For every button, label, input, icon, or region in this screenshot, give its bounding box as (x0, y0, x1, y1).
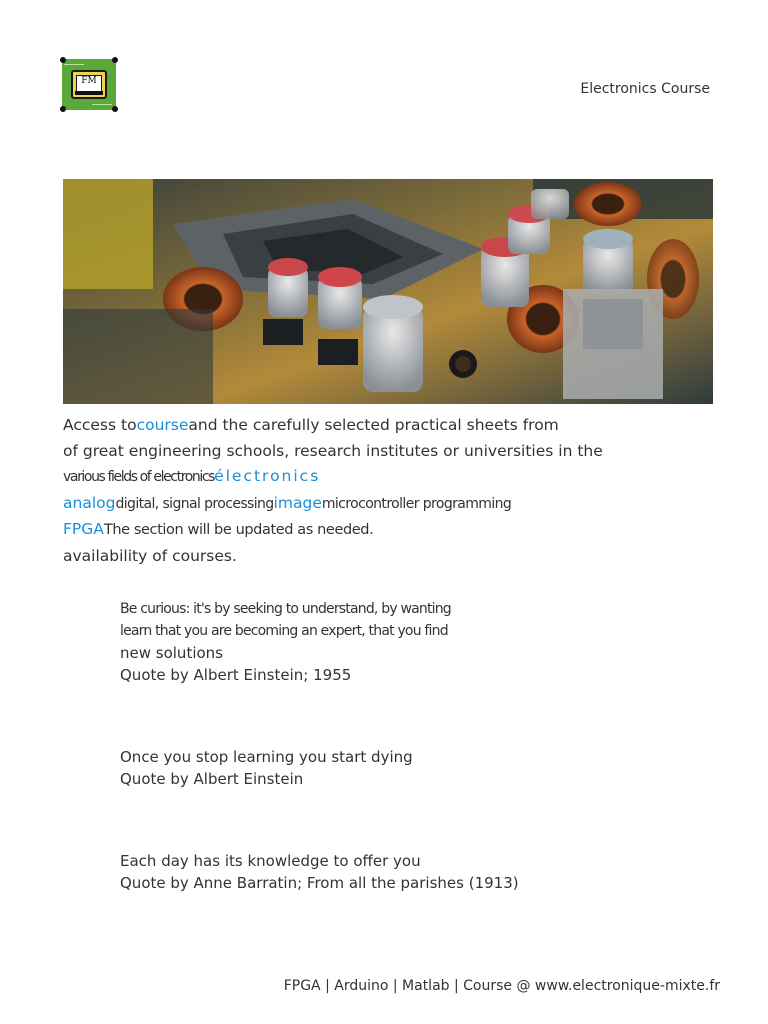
quote-author: Quote by Albert Einstein (120, 770, 304, 788)
footer-text: FPGA | Arduino | Matlab | Course @ www.electronique-mixte.fr (283, 978, 720, 994)
chip-bar (75, 91, 103, 95)
intro-line-5 (63, 517, 623, 544)
quote-text: Each day has its knowledge to offer you (120, 852, 421, 870)
access-prefix: Access to (63, 416, 137, 434)
logo-pin (112, 57, 118, 63)
site-logo[interactable] (62, 59, 116, 110)
quote-block (120, 598, 540, 686)
electronics-link[interactable]: électronics (214, 467, 321, 485)
quote-text: Once you stop learning you start dying (120, 748, 413, 766)
intro-line-1 (63, 413, 623, 439)
analog-link[interactable]: analog (63, 493, 116, 512)
intro-line-4 (63, 491, 623, 518)
logo-pin (60, 57, 66, 63)
logo-pin (112, 106, 118, 112)
quote-block (120, 746, 540, 790)
logo-text: FM (76, 75, 102, 94)
quote-text: new solutions (120, 644, 223, 662)
quote-text: learn that you are becoming an expert, that you find (120, 623, 448, 639)
circuit-board-photo-icon (63, 179, 713, 404)
chip-icon (71, 70, 107, 99)
fpga-link[interactable]: FPGA (63, 520, 104, 538)
hero-image (63, 179, 713, 404)
updated-text: The section will be updated as needed. (103, 522, 374, 538)
logo-trace (64, 64, 84, 65)
intro-line-3 (63, 464, 623, 491)
intro-line-6: availability of courses. (63, 546, 237, 565)
intro-line1-rest: and the carefully selected practical sheets from (188, 416, 559, 434)
microcontroller-text: microcontroller programming (321, 495, 512, 512)
image-link[interactable]: image (273, 493, 322, 512)
quotes-section (120, 598, 540, 954)
logo-trace (92, 104, 112, 105)
intro-line-2: of great engineering schools, research institutes or universities in the (63, 441, 603, 460)
logo-pin (60, 106, 66, 112)
digital-text: digital, signal processing (115, 495, 274, 512)
fields-text: various fields of electronics (63, 469, 215, 485)
quote-author: Quote by Albert Einstein; 1955 (120, 666, 352, 684)
quote-block (120, 850, 540, 894)
quote-author: Quote by Anne Barratin; From all the parishes (1913) (120, 874, 519, 892)
electronics-course-link[interactable]: Electronics Course (580, 81, 710, 97)
quote-text: Be curious: it's by seeking to understand, by wanting (120, 601, 451, 617)
intro-text (63, 413, 623, 569)
course-link[interactable]: course (136, 416, 189, 434)
